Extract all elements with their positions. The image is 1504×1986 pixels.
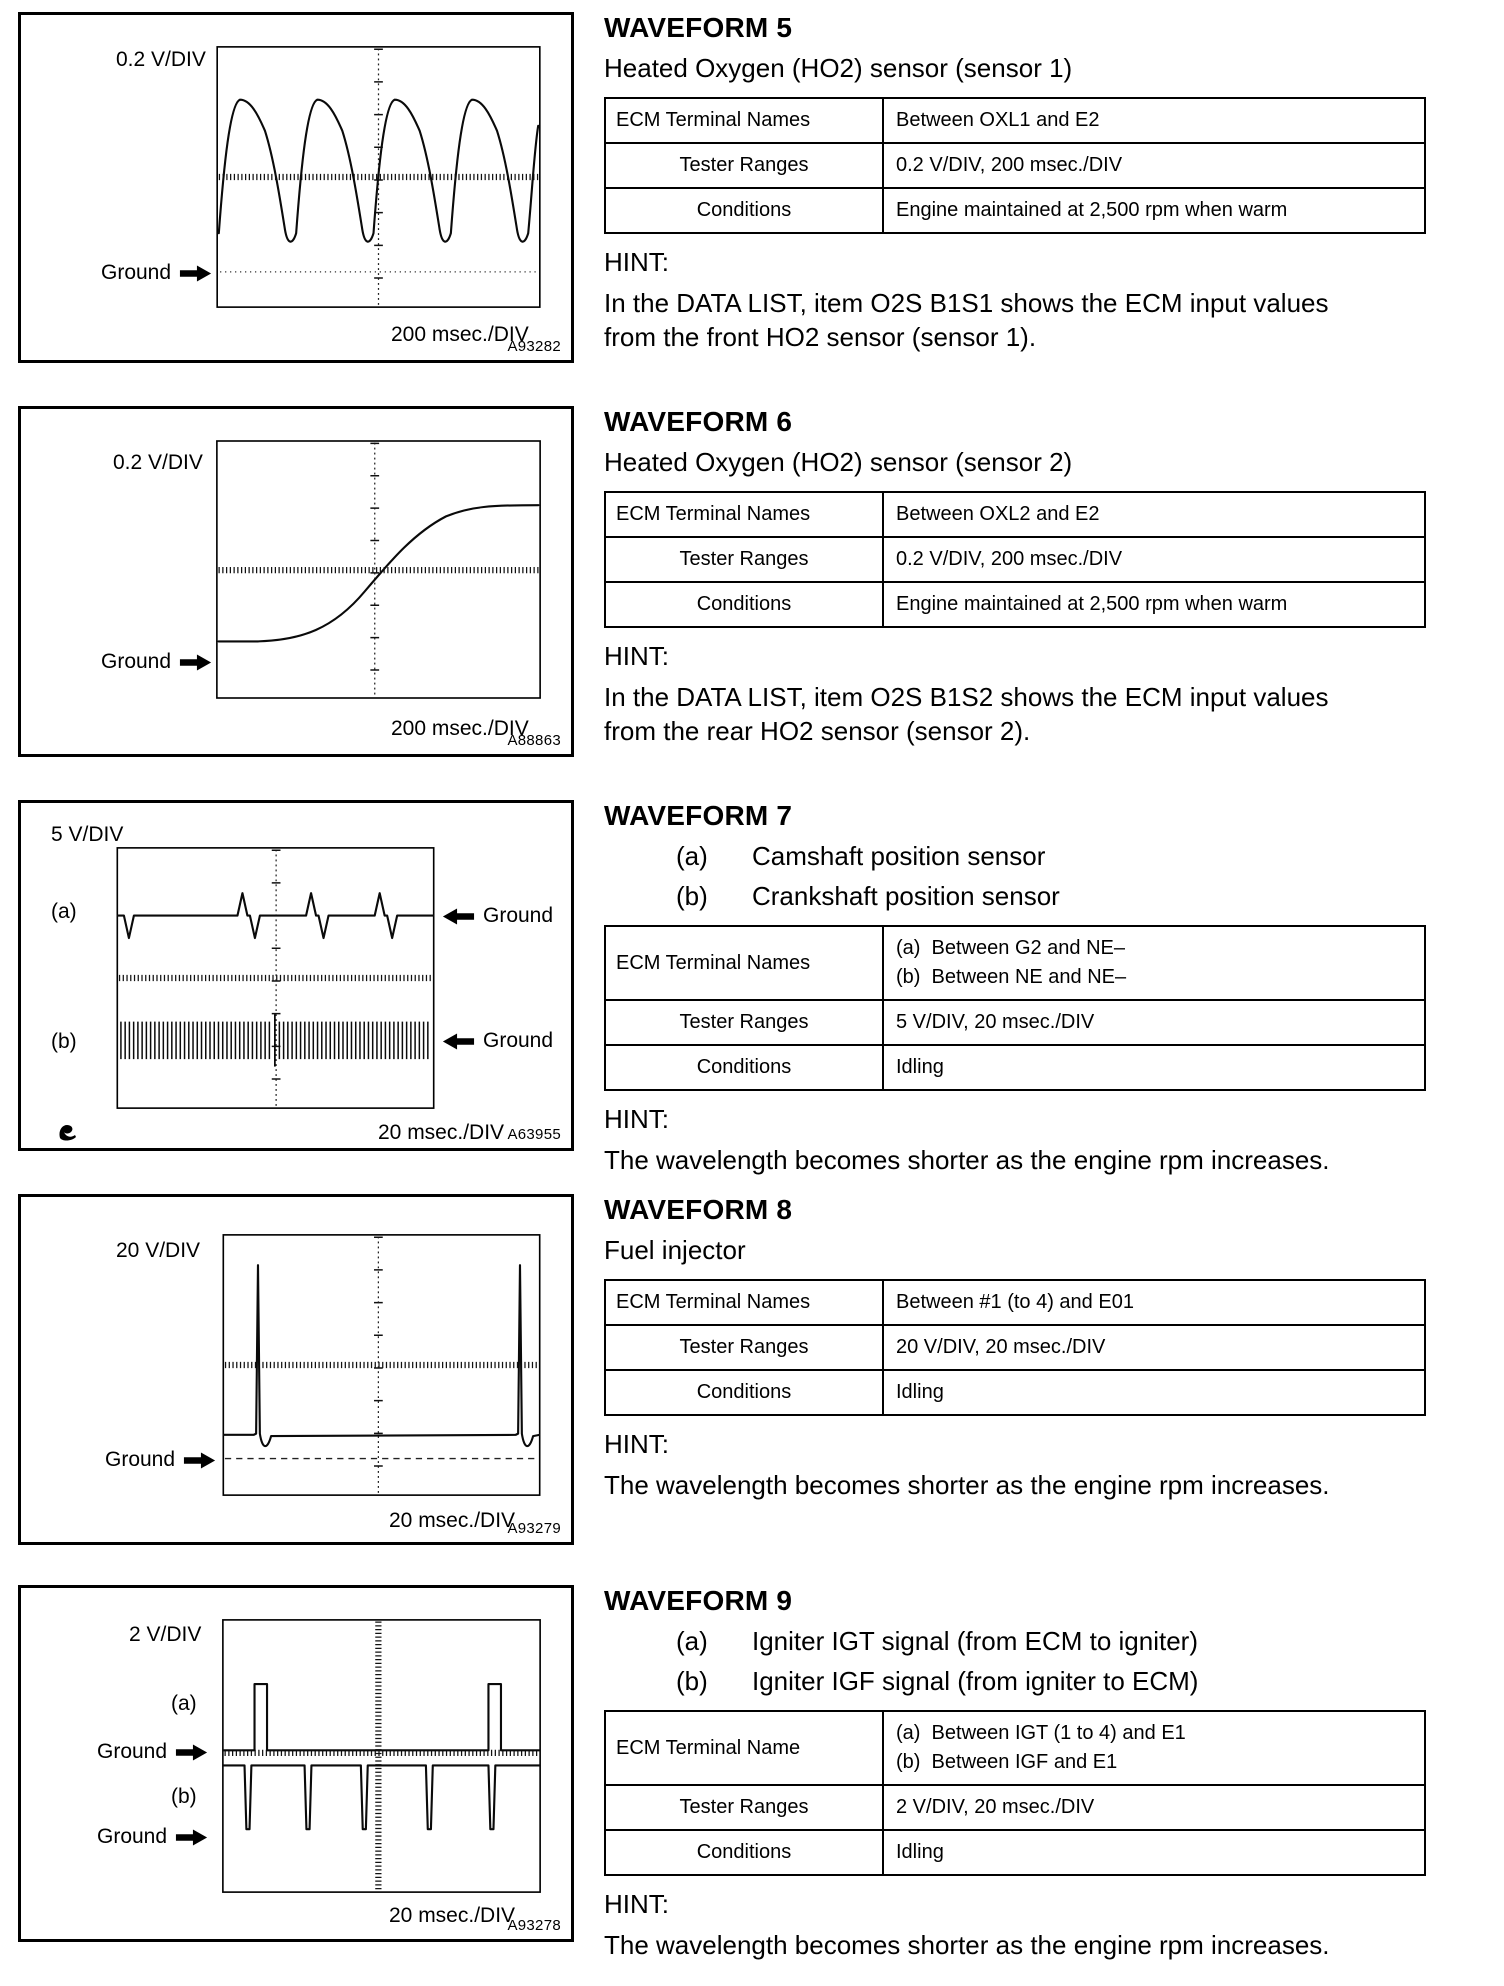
time-per-div-label: 20 msec./DIV [389,1509,516,1532]
hint-text: The wavelength becomes shorter as the engine rpm increases. [604,1145,1330,1175]
row-label: Tester Ranges [605,143,883,188]
oscillogram-frame [18,1194,574,1545]
arrow-right-icon [183,1451,217,1470]
row-label: ECM Terminal Names [605,1280,883,1325]
ground-marker [441,1029,553,1053]
table-row [605,188,1425,233]
item-marker: (a) [676,1626,708,1656]
table-row [605,1045,1425,1090]
row-value-line: Idling [896,1381,944,1403]
volts-per-div-label: 0.2 V/DIV [116,48,206,71]
section-content [604,800,1449,1177]
table-row [605,1711,1425,1785]
ground-marker [101,261,213,285]
spec-table [604,491,1426,628]
arrow-left-icon [441,907,475,926]
hint-label: HINT: [604,1104,669,1134]
row-label: Tester Ranges [605,1785,883,1830]
figure-ref-code: A63955 [507,1126,561,1143]
table-row [605,1280,1425,1325]
row-value [883,537,1425,582]
fuel-injector-trace [224,1265,540,1446]
row-label: Tester Ranges [605,1000,883,1045]
ground-label: Ground [101,650,172,673]
oscilloscope-display [222,1234,541,1496]
subtitle-line [604,1626,1449,1657]
section-subtitle: Heated Oxygen (HO2) sensor (sensor 2) [604,447,1073,477]
time-per-div-label: 20 msec./DIV [378,1121,505,1144]
row-value-line: (a) Between IGT (1 to 4) and E1 [896,1722,1186,1744]
row-value-line: (b) Between IGF and E1 [896,1751,1118,1773]
table-row [605,1370,1425,1415]
time-per-div-label: 20 msec./DIV [389,1904,516,1927]
ground-label: Ground [101,261,172,284]
row-value-line: Engine maintained at 2,500 rpm when warm [896,199,1288,221]
table-row [605,1325,1425,1370]
ground-label: Ground [105,1448,176,1471]
table-row [605,582,1425,627]
ground-marker [97,1825,209,1849]
item-marker: (b) [676,881,708,911]
row-value [883,1370,1425,1415]
row-value [883,143,1425,188]
scope-grid-frame [217,441,540,698]
trace-b-label: (b) [171,1785,197,1808]
volts-per-div-label: 5 V/DIV [51,823,124,846]
volts-per-div-label: 2 V/DIV [129,1623,202,1646]
trace-a-label: (a) [51,900,77,923]
oscilloscope-display [216,46,541,308]
trace-a-label: (a) [171,1692,197,1715]
section-subtitle: Heated Oxygen (HO2) sensor (sensor 1) [604,53,1073,83]
table-row [605,537,1425,582]
row-value [883,1830,1425,1875]
oscillogram-frame [18,1585,574,1942]
arrow-right-icon [179,264,213,283]
arrow-right-icon [175,1828,209,1847]
spec-table [604,1279,1426,1416]
table-row [605,1000,1425,1045]
section-content [604,1585,1449,1962]
row-label: Tester Ranges [605,1325,883,1370]
row-label: Conditions [605,1045,883,1090]
spec-table [604,97,1426,234]
hint-label: HINT: [604,247,669,277]
row-value [883,492,1425,537]
row-label: ECM Terminal Names [605,492,883,537]
table-row [605,926,1425,1000]
spec-table [604,925,1426,1091]
hint-text: The wavelength becomes shorter as the engine rpm increases. [604,1470,1330,1500]
hint-label: HINT: [604,1889,669,1919]
hint-label: HINT: [604,641,669,671]
section-title: WAVEFORM 8 [604,1194,793,1225]
row-value-line: 2 V/DIV, 20 msec./DIV [896,1796,1095,1818]
oscillogram-frame [18,12,574,363]
section-subtitle: Fuel injector [604,1235,746,1265]
row-label: Conditions [605,582,883,627]
row-value-line: 0.2 V/DIV, 200 msec./DIV [896,548,1123,570]
item-text: Camshaft position sensor [752,841,1046,871]
item-text: Igniter IGT signal (from ECM to igniter) [752,1626,1198,1656]
ground-label: Ground [97,1740,168,1763]
oscilloscope-display [216,440,541,699]
time-per-div-label: 200 msec./DIV [391,717,529,740]
table-row [605,143,1425,188]
row-label: Conditions [605,188,883,233]
ground-label: Ground [483,904,554,927]
row-value-line: Between OXL1 and E2 [896,109,1100,131]
row-value [883,188,1425,233]
row-value [883,1000,1425,1045]
table-row [605,1830,1425,1875]
ground-label: Ground [483,1029,554,1052]
row-value [883,98,1425,143]
row-value-line: (b) Between NE and NE– [896,966,1127,988]
row-value [883,1711,1425,1785]
section-title: WAVEFORM 7 [604,800,793,831]
igf-signal-trace [223,1765,539,1829]
arrow-right-icon [179,653,213,672]
section-title: WAVEFORM 6 [604,406,793,437]
volts-per-div-label: 0.2 V/DIV [113,451,203,474]
row-value [883,1325,1425,1370]
oscillogram-frame [18,800,574,1151]
figure-ref-code: A93279 [507,1520,561,1537]
row-value [883,926,1425,1000]
item-marker: (a) [676,841,708,871]
row-value-line: 20 V/DIV, 20 msec./DIV [896,1336,1106,1358]
table-row [605,1785,1425,1830]
arrow-left-icon [441,1032,475,1051]
section-title: WAVEFORM 9 [604,1585,793,1616]
row-value-line: (a) Between G2 and NE– [896,937,1126,959]
ground-marker [441,904,553,928]
item-text: Igniter IGF signal (from igniter to ECM) [752,1666,1199,1696]
oscillogram-frame [18,406,574,757]
row-value [883,1785,1425,1830]
volts-per-div-label: 20 V/DIV [116,1239,201,1262]
row-value-line: Between OXL2 and E2 [896,503,1100,525]
hint-label: HINT: [604,1429,669,1459]
hint-text: In the DATA LIST, item O2S B1S1 shows the ECM input values from the front HO2 sensor (sensor 1). [604,288,1329,353]
row-label: Conditions [605,1370,883,1415]
row-value-line: Idling [896,1056,944,1078]
item-text: Crankshaft position sensor [752,881,1060,911]
row-label: Conditions [605,1830,883,1875]
figure-ref-code: A93282 [507,338,561,355]
item-marker: (b) [676,1666,708,1696]
row-value-line: 0.2 V/DIV, 200 msec./DIV [896,154,1123,176]
row-value [883,1280,1425,1325]
spec-table [604,1710,1426,1876]
subtitle-line [604,881,1449,912]
section-title: WAVEFORM 5 [604,12,793,43]
section-content [604,12,1449,355]
hint-text: The wavelength becomes shorter as the engine rpm increases. [604,1930,1330,1960]
oscilloscope-display [116,847,435,1109]
ground-label: Ground [97,1825,168,1848]
hint-text: In the DATA LIST, item O2S B1S2 shows the ECM input values from the rear HO2 sensor (sensor 2). [604,682,1329,747]
ho2-sensor1-waveform-trace [219,100,538,242]
time-per-div-label: 200 msec./DIV [391,323,529,346]
trace-b-label: (b) [51,1030,77,1053]
figure-ref-code: A93278 [507,1917,561,1934]
figure-ref-code: A88863 [507,732,561,749]
section-content [604,406,1449,749]
row-value [883,1045,1425,1090]
row-label: ECM Terminal Names [605,98,883,143]
row-value-line: Between #1 (to 4) and E01 [896,1291,1134,1313]
row-label: Tester Ranges [605,537,883,582]
section-content [604,1194,1449,1502]
row-label: ECM Terminal Names [605,926,883,1000]
arrow-right-icon [175,1743,209,1762]
row-value-line: Idling [896,1841,944,1863]
subtitle-line [604,841,1449,872]
row-value [883,582,1425,627]
ground-marker [97,1740,209,1764]
ground-marker [105,1448,217,1472]
table-row [605,98,1425,143]
row-value-line: Engine maintained at 2,500 rpm when warm [896,593,1288,615]
oscilloscope-display [222,1619,541,1893]
ground-marker [101,650,213,674]
subtitle-line [604,1666,1449,1697]
print-artifact-mark [57,1123,79,1141]
table-row [605,492,1425,537]
row-value-line: 5 V/DIV, 20 msec./DIV [896,1011,1095,1033]
row-label: ECM Terminal Name [605,1711,883,1785]
